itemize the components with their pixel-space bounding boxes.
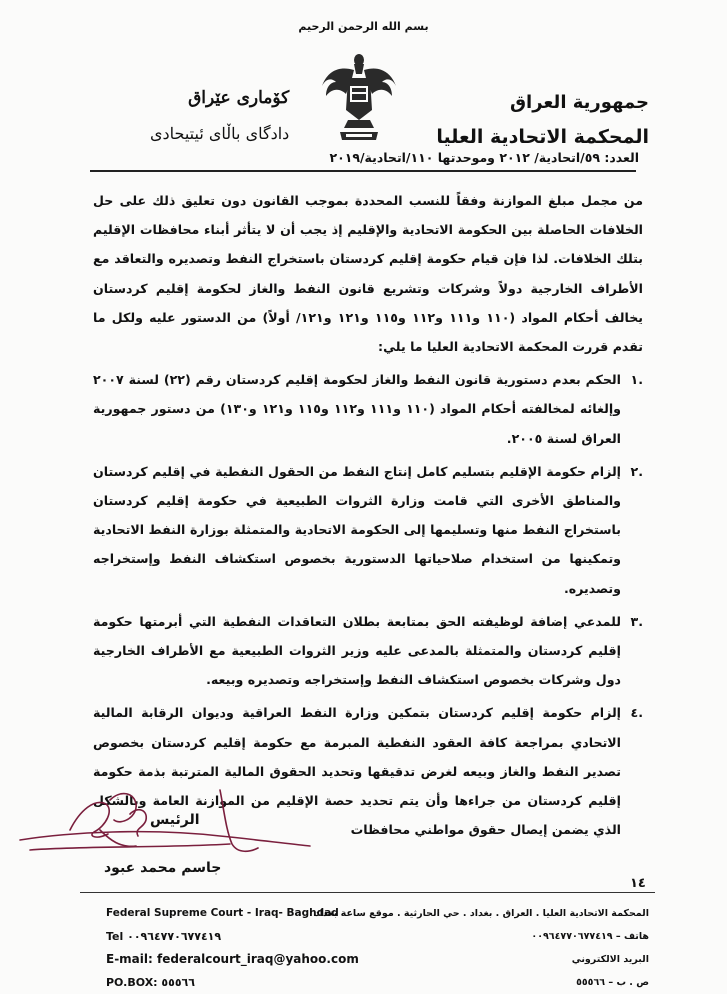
footer-court-name: Federal Supreme Court - Iraq- Baghdad xyxy=(106,907,339,919)
body-paragraph: من مجمل مبلغ الموازنة وفقاً للنسب المحددة بموجب القانون دون تعليق ذلك على حل الخلافات الحاصلة بين الحكومة الاتحادية والإقليم إذ يجب أن لا يتأثر أبناء محافظات الإقليم بتلك الخلافات. لذا فإن قيام حكومة إقليم كردستان باستخراج النفط وتصديره والتعاقد مع الأطراف الخارجية دولاً وشركات وتشريع قانون النفط والغاز لحكومة إقليم كردستان يخالف أحكام المواد (١١٠ و١١١ و١١٢ و١١٥ و١٢١ و١٢١/ أولاً) من الدستور عليه ولكل ما تقدم قررت المحكمة الاتحادية العليا ما يلي: xyxy=(93,193,643,355)
ruling-item-text: الحكم بعدم دستورية قانون النفط والغاز لحكومة إقليم كردستان رقم (٢٢) لسنة ٢٠٠٧ وإلغائه لمخالفته أحكام المواد (١١٠ و١١١ و١١٢ و١١٥ و١٢١ و١٣٠) من دستور جمهورية العراق لسنة ٢٠٠٥. xyxy=(93,372,621,446)
kurdish-title-republic: كۆماری عێراق xyxy=(188,88,290,108)
page-number: ١٤ xyxy=(630,876,646,891)
arabic-title-court: المحكمة الاتحادية العليا xyxy=(436,126,649,148)
signatory-name: جاسم محمد عبود xyxy=(104,860,222,876)
ruling-item-1 xyxy=(93,365,643,453)
ruling-item-text: إلزام حكومة إقليم كردستان بتمكين وزارة النفط العراقية وديوان الرقابة المالية الاتحادي بمراجعة كافة العقود النفطية المبرمة مع حكومة إقليم كردستان بخصوص تصدير النفط والغاز وبيعه لغرض تدقيقها وتحديد الحقوق المالية المترتبة بذمة حكومة إقليم كردستان من جراءها وأن يتم تحديد حصة الإقليم من الموازنة العامة وبالشكل الذي يضمن إيصال حقوق مواطني محافظات xyxy=(93,705,621,838)
kurdish-title-court: دادگای باڵای ئیتیحادی xyxy=(150,124,290,143)
arabic-letterhead xyxy=(436,86,649,154)
basmala: بسم الله الرحمن الرحيم xyxy=(298,20,429,33)
reference-number: العدد: ٥٩/اتحادية/ ٢٠١٢ وموحدتها ١١٠/اتحادية/٢٠١٩ xyxy=(329,150,639,165)
ruling-item-number: .١ xyxy=(630,372,643,388)
footer-phone: هاتف – ٠٠٩٦٤٧٧٠٦٧٧٤١٩ xyxy=(531,931,649,942)
ruling-item-number: .٢ xyxy=(630,463,643,479)
document-body xyxy=(93,186,643,844)
signatory-role: الرئيس xyxy=(150,812,200,828)
ruling-item-text: إلزام حكومة الإقليم بتسليم كامل إنتاج النفط من الحقول النفطية في إقليم كردستان والمناطق الأخرى التي قامت وزارة الثروات الطبيعية في حكومة إقليم كردستان باستخراج النفط منها وتسليمها إلى الحكومة الاتحادية والمتمثلة بوزارة النفط الاتحادية وتمكينها من استخدام صلاحياتها الدستورية بخصوص استكشاف النفط وإستخراجه وتصديره. xyxy=(93,463,621,596)
ruling-item-3 xyxy=(93,607,643,695)
footer-address: المحكمة الاتحادية العليا . العراق . بغداد . حي الحارثية . موقع ساعة بغداد xyxy=(314,908,649,919)
kurdish-letterhead xyxy=(150,80,289,152)
ruling-item-2 xyxy=(93,457,643,603)
ruling-item-text: للمدعي إضافة لوظيفته الحق بمتابعة بطلان التعاقدات النفطية التي أبرمتها حكومة إقليم كردستان والمتمثلة بالمدعى عليه وزير الثروات الطبيعية مع الأطراف الخارجية دول وشركات بخصوص استكشاف النفط وإستخراجه وتصديره وبيعه. xyxy=(93,613,621,688)
footer-tel: Tel ٠٠٩٦٤٧٧٠٦٧٧٤١٩ xyxy=(106,930,222,943)
arabic-title-republic: جمهورية العراق xyxy=(509,92,649,113)
ruling-item-number: .٣ xyxy=(630,613,643,629)
footer-arabic xyxy=(315,902,649,994)
footer-email: E-mail: federalcourt_iraq@yahoo.com xyxy=(106,952,359,966)
footer-email-label: البريد الالكتروني xyxy=(571,954,649,965)
footer-pobox: PO.BOX: ٥٥٥٦٦ xyxy=(106,976,195,989)
eagle-emblem-icon xyxy=(318,48,400,152)
footer-po-box: ص . ب – ٥٥٥٦٦ xyxy=(576,977,649,988)
header-divider xyxy=(90,170,636,172)
ruling-item-number: .٤ xyxy=(630,705,643,721)
footer-divider xyxy=(80,892,655,893)
